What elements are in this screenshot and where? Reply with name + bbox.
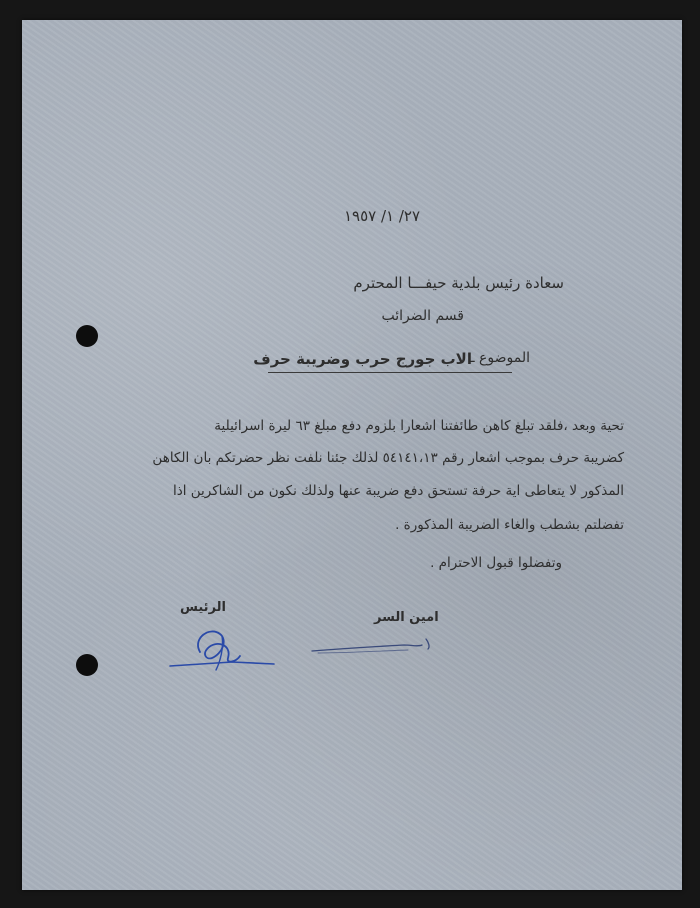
subject-label: الموضوع ـ [470,350,530,366]
closing-line: وتفضلوا قبول الاحترام . [430,555,562,571]
president-title: الرئيس [180,600,226,615]
addressee-line: سعادة رئيس بلدية حيفـــا المحترم [353,274,564,292]
body-line: كضريبة حرف بموجب اشعار رقم ٥٤١٤١،١٣ لذلك جئنا نلفت نظر حضرتكم بان الكاهن [152,450,624,466]
letter-date: ٢٧/ ١/ ١٩٥٧ [343,207,421,225]
president-signature-icon [162,618,282,678]
punch-hole-top [76,325,98,347]
body-line: تفضلتم بشطب والغاء الضريبة المذكورة . [395,517,624,533]
department-line: قسم الضرائب [381,308,464,324]
punch-hole-bottom [76,654,98,676]
body-line: المذكور لا يتعاطى اية حرفة تستحق دفع ضريبة عنها ولذلك نكون من الشاكرين اذا [172,483,624,499]
subject-underline [268,372,512,373]
subject-text: الاب جورج حرب وضريبة حرف [253,350,472,368]
letter-page [22,20,682,890]
secretary-title: امين السر [374,610,439,625]
body-line: تحية وبعد ،فلقد تبلغ كاهن طائفتنا اشعارا بلزوم دفع مبلغ ٦٣ ليرة اسرائيلية [214,418,624,434]
secretary-signature-icon [308,635,438,659]
